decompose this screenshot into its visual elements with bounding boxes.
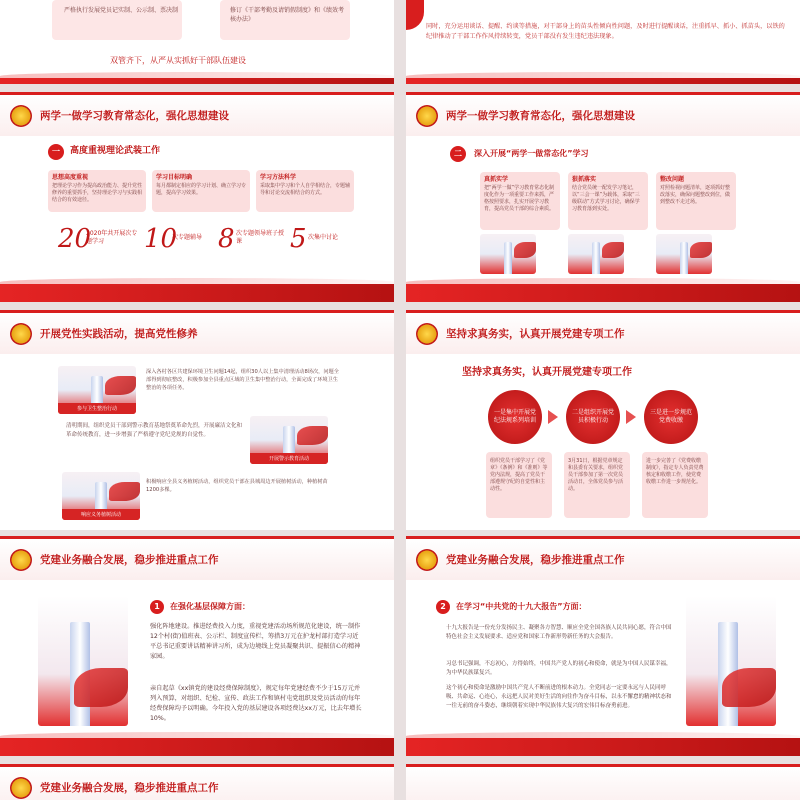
info-box-3 — [256, 170, 354, 212]
stat-label: 次专题领导班子授课 — [236, 230, 285, 245]
info-box-title: 学习方法科学 — [260, 174, 297, 181]
info-box-title: 真抓实学 — [484, 176, 509, 183]
slide-nineteenth-congress — [406, 536, 800, 756]
step-circle-1: 一是集中开展党纪法规系列培训 — [488, 390, 542, 444]
photo-3 — [62, 472, 140, 520]
item-text-1: 深入各村各区共建保环境卫生问题14起，组织30人以上集中清理活动8场次，问题全部得到彻底整改，积极参加全县重点区域的卫生集中整治行动，全面完成了环境卫生整治的各项任务。 — [146, 369, 339, 391]
slide-theory — [0, 92, 394, 302]
slide-grassroots — [0, 536, 394, 756]
info-box-text: 把理论学习作为提高政治能力、提升党性修养的重要抓手，坚持理论学习与实践相结合的有效途径。 — [52, 183, 143, 203]
stat-1 — [58, 224, 138, 254]
slide-footer-bar — [0, 78, 394, 84]
slide-header — [406, 310, 800, 354]
item-text-3: 积极响应全县义务植树活动，组织党员干部在县城周边开展植树活动，种植树苗1200多棵。 — [146, 479, 328, 493]
photo-caption: 参与卫生整治行动 — [58, 403, 136, 414]
arrow-icon — [548, 410, 558, 424]
photo-1 — [480, 234, 536, 274]
paragraph-1: 十九大报告是一份充分发扬民主、凝聚各方智慧、顺应全党全国各族人民共同心愿，符合中国特色社会主义发展要求、适应党和国家工作新形势新任务的大会报告。 — [446, 625, 672, 640]
item-box-1 — [52, 0, 182, 40]
photo-2 — [568, 234, 624, 274]
item-text-1: 严格执行发展党员记实制、公示制、票决制 — [64, 7, 179, 14]
stat-4 — [290, 224, 339, 254]
slide-header-title: 坚持求真务实，认真开展党建专项工作 — [446, 328, 625, 340]
party-emblem-icon — [416, 105, 438, 127]
stat-label: 2020年共开展次专题学习 — [86, 230, 138, 245]
info-box-1 — [48, 170, 146, 212]
slide-text: 同时，充分运用谈话、提醒、约谈等措施，对干部身上的苗头性倾向性问题，及时进行提醒谈话，注重抓早、抓小、抓苗头，以铁的纪律推动了干部工作作风持续转变，党员干部没有发生违纪违法现象。 — [426, 23, 785, 40]
step-circle-2: 二是组织开展党员积极行动 — [566, 390, 620, 444]
detail-box-text: 3月31日，根据党章规定和县委有关要求，组织党员干部参加了第一次党员活动日，全体党员参与活动。 — [568, 458, 624, 492]
slide-header-title: 两学一做学习教育常态化，强化思想建设 — [446, 110, 635, 122]
stat-2 — [144, 224, 203, 254]
paragraph-2: 亲自起草《xx镇党的建设经费保障制度》，规定每年党建经费不少于15万元并列入预算，对组织、纪检、宣传、政法工作和镇村屯党组织及党员活动的每年经费保障均予以明确。今年投入党的基层建设各项经费达xx万元，比去年增长10%。 — [150, 685, 362, 722]
footer-line: 双管齐下，从严从实抓好干部队伍建设 — [110, 56, 246, 65]
section-number-badge — [48, 144, 64, 160]
info-box-text: 把“两学一做”学习教育常态化制度化作为一项重要工作来抓，严格按照要求，扎实开展学习教育，提高党员干部的综合素质。 — [484, 185, 555, 212]
photo-3 — [656, 234, 712, 274]
party-emblem-icon — [10, 105, 32, 127]
slide-header-title: 党建业务融合发展，稳步推进重点工作 — [40, 554, 219, 566]
info-box-2 — [568, 172, 648, 230]
slide-header-title: 开展党性实践活动，提高党性修养 — [40, 328, 198, 340]
section-title: 在强化基层保障方面： — [170, 602, 250, 611]
slide-header — [406, 764, 800, 800]
paragraph-2: 习总书记强调，不忘初心，方得始终，中国共产党人的初心和使命，就是为中国人民谋幸福，为中华民族谋复兴。 — [446, 661, 672, 676]
slide-header — [406, 92, 800, 136]
info-box-text: 结合党员统一配发学习笔记，以“三会一课”为载体，采取“三级联动”方式学习讨论，确保学习教育落到实处。 — [572, 185, 640, 212]
stat-label: 次集中讨论 — [308, 234, 339, 241]
stat-number: 20 — [58, 224, 92, 254]
section-number: 一 — [52, 147, 60, 156]
paragraph-3: 这个初心和使命是激励中国共产党人不断前进的根本动力。全党同志一定要永远与人民同呼吸、共命运、心连心，永远把人民对美好生活的向往作为奋斗目标，以永不懈怠的精神状态和一往无前的奋斗姿态，继续朝着实现中华民族伟大复兴的宏伟目标奋勇前进。 — [446, 685, 672, 709]
monument-photo — [38, 596, 128, 726]
info-box-text: 对照检视问题清单，逐项抓好整改落实，确保问题整改到位，做到整改不走过场。 — [660, 185, 731, 205]
stat-3 — [218, 224, 285, 254]
stat-label: 次专题辅导 — [172, 234, 203, 241]
slide-footer-bar — [406, 78, 800, 84]
slide-header — [406, 536, 800, 580]
detail-box-3 — [642, 452, 708, 518]
detail-box-1 — [486, 452, 552, 518]
slide-bottom-right — [406, 764, 800, 800]
section-number-badge — [150, 600, 164, 614]
info-box-1 — [480, 172, 560, 230]
slide-header — [0, 764, 394, 800]
party-emblem-icon — [416, 549, 438, 571]
photo-caption: 响应义务植树活动 — [62, 509, 140, 520]
section-number: 2 — [440, 602, 446, 611]
party-emblem-icon — [10, 777, 32, 799]
section-number-badge — [450, 146, 466, 162]
info-box-title: 整改问题 — [660, 176, 685, 183]
stat-number: 10 — [144, 224, 178, 254]
photo-2 — [250, 416, 328, 464]
slide-party-work — [406, 310, 800, 530]
slide-footer-bar — [406, 738, 800, 756]
party-emblem-icon — [416, 323, 438, 345]
detail-box-text: 进一步完善了《党费收缴制度》，指定专人负责党费核定和收缴工作，使党费收缴工作进一步规范化。 — [646, 458, 704, 485]
photo-1 — [58, 366, 136, 414]
stat-number: 5 — [290, 224, 307, 254]
arrow-icon — [626, 410, 636, 424]
item-text-2: 修订《干部考勤及请销假制度》和《绩效考核办法》 — [230, 7, 345, 23]
slide-header — [0, 536, 394, 580]
info-box-title: 思想高度重视 — [52, 174, 89, 181]
stat-number: 8 — [218, 224, 235, 254]
section-title: 在学习“中共党的十九大报告”方面： — [456, 602, 587, 611]
slide-header — [0, 92, 394, 136]
slide-header-title: 党建业务融合发展，稳步推进重点工作 — [40, 782, 219, 794]
slide-header-title: 党建业务融合发展，稳步推进重点工作 — [446, 554, 625, 566]
detail-box-text: 组织党员干部学习了《党章》《条例》和《准则》等党内法规，提高了党员干部遵规守纪的自觉性和主动性。 — [490, 458, 548, 492]
party-emblem-icon — [10, 323, 32, 345]
step-circle-3: 三是进一步规范党费收缴 — [644, 390, 698, 444]
info-box-text: 每月都制定相应的学习计划、确立学习专题，提高学习效果。 — [156, 183, 247, 196]
slide-study — [406, 92, 800, 302]
slide-footer-bar — [0, 738, 394, 756]
monument-photo — [686, 596, 776, 726]
info-box-text: 采取集中学习和个人自学相结合，专题辅导和讨论交流相结合的方式。 — [260, 183, 351, 196]
photo-caption: 开展警示教育活动 — [250, 453, 328, 464]
section-title: 高度重视理论武装工作 — [70, 146, 161, 156]
main-title: 坚持求真务实，认真开展党建专项工作 — [462, 367, 632, 378]
slide-header — [0, 310, 394, 354]
party-emblem-icon — [10, 549, 32, 571]
item-box-2 — [220, 0, 350, 40]
slide-header-title: 两学一做学习教育常态化，强化思想建设 — [40, 110, 229, 122]
slide-top-left — [0, 0, 394, 84]
info-box-3 — [656, 172, 736, 230]
section-title: 深入开展“两学一做常态化”学习 — [474, 149, 589, 158]
slide-footer-bar — [0, 284, 394, 302]
paragraph-1: 强化阵地建设。推进经费投入力度，重视党建活动场所规范化建设，统一制作12个村(街)值班表、公示栏、制度宣传栏，筹措3万元在护龙村部打造学习近平总书记重要讲话精神讲习所，成为边境线上党员凝聚共识、提振信心的精神家园。 — [150, 623, 361, 660]
section-number: 二 — [454, 149, 462, 158]
slide-top-right — [406, 0, 800, 84]
item-text-2: 清明期间，组织党员干部到警示教育基地祭奠革命先烈，开展廉洁文化和革命传统教育，进一步增强了严格遵守党纪党规的自觉性。 — [66, 423, 243, 438]
slide-footer-bar — [406, 284, 800, 302]
slide-practice — [0, 310, 394, 530]
slide-bottom-left — [0, 764, 394, 800]
info-box-title: 狠抓落实 — [572, 176, 597, 183]
info-box-2 — [152, 170, 250, 212]
detail-box-2 — [564, 452, 630, 518]
section-number-badge — [436, 600, 450, 614]
section-number: 1 — [154, 602, 160, 611]
info-box-title: 学习目标明确 — [156, 174, 193, 181]
